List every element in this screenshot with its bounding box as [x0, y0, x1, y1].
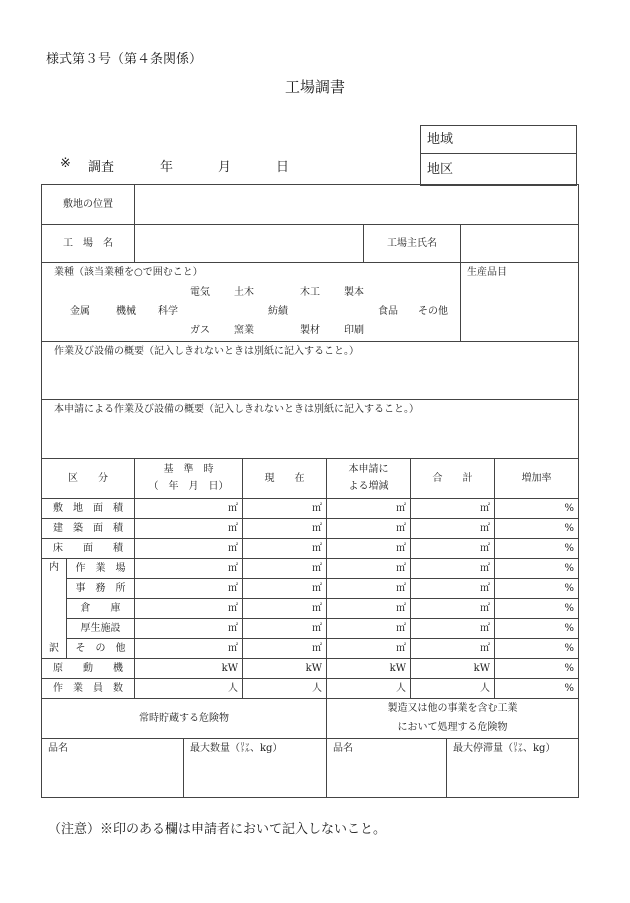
cell-unit[interactable]: ㎡: [327, 599, 411, 619]
site-location-field[interactable]: [135, 185, 579, 225]
cell-unit[interactable]: ㎡: [411, 579, 495, 599]
cell-unit[interactable]: ㎡: [135, 619, 243, 639]
row-label-site-area: 敷 地 面 積: [42, 499, 135, 519]
cell-unit[interactable]: ㎡: [243, 599, 327, 619]
row-label-workshop: 作 業 場: [67, 559, 135, 579]
cell-unit[interactable]: ㎡: [243, 619, 327, 639]
cell-unit[interactable]: 人: [135, 679, 243, 699]
cell-unit[interactable]: kW: [135, 659, 243, 679]
industry-ceramics[interactable]: 窯業: [234, 325, 254, 336]
row-label-warehouse: 倉 庫: [67, 599, 135, 619]
processed-hazard-label: [327, 699, 579, 739]
cell-unit[interactable]: ㎡: [243, 579, 327, 599]
cell-rate[interactable]: %: [495, 539, 579, 559]
cell-rate[interactable]: %: [495, 599, 579, 619]
industry-civil[interactable]: 土木: [234, 287, 254, 298]
owner-label: 工場主氏名: [364, 225, 461, 263]
industry-science[interactable]: 科学: [158, 306, 178, 317]
processed-line2: において処理する危険物: [397, 722, 508, 733]
item-name-label-2: 品名: [333, 743, 353, 754]
industry-electric[interactable]: 電気: [190, 287, 210, 298]
cell-unit[interactable]: kW: [411, 659, 495, 679]
cell-rate[interactable]: %: [495, 659, 579, 679]
cell-unit[interactable]: ㎡: [135, 599, 243, 619]
processed-item-name-cell[interactable]: [327, 739, 447, 798]
cell-rate[interactable]: %: [495, 679, 579, 699]
hazard-table: [41, 698, 579, 798]
row-label-building-area: 建 築 面 積: [42, 519, 135, 539]
cell-unit[interactable]: 人: [327, 679, 411, 699]
header-increase-line1: 本申請に: [348, 464, 389, 475]
header-increase-line2: よる増減: [348, 481, 389, 492]
application-overview-cell[interactable]: [42, 400, 579, 459]
area-stats-table: [41, 458, 579, 699]
industry-woodwork[interactable]: 木工: [300, 287, 320, 298]
industry-gas[interactable]: ガス: [190, 325, 210, 336]
cell-unit[interactable]: ㎡: [327, 499, 411, 519]
district-field[interactable]: 地区: [421, 154, 577, 186]
industry-metal[interactable]: 金属: [70, 306, 90, 317]
cell-unit[interactable]: ㎡: [327, 559, 411, 579]
cell-unit[interactable]: ㎡: [411, 599, 495, 619]
footer-note: （注意）※印のある欄は申請者において記入しないこと。: [48, 822, 387, 837]
cell-unit[interactable]: ㎡: [243, 639, 327, 659]
cell-unit[interactable]: ㎡: [135, 539, 243, 559]
max-stagnation-label: 最大停滞量（㍑、kg）: [453, 743, 556, 754]
industry-printing[interactable]: 印刷: [344, 325, 364, 336]
cell-unit[interactable]: ㎡: [411, 559, 495, 579]
industry-label: 業種（該当業種を○で囲むこと）: [54, 267, 203, 278]
products-label: 生産品目: [467, 267, 507, 278]
row-label-office: 事 務 所: [67, 579, 135, 599]
cell-unit[interactable]: ㎡: [327, 619, 411, 639]
industry-spinning[interactable]: 紡績: [268, 306, 288, 317]
header-base-line2: （ 年 月 日）: [148, 481, 229, 492]
stored-item-name-cell[interactable]: [42, 739, 184, 798]
industry-food[interactable]: 食品: [378, 306, 398, 317]
cell-rate[interactable]: %: [495, 579, 579, 599]
cell-rate[interactable]: %: [495, 559, 579, 579]
stored-hazard-label: 常時貯蔵する危険物: [42, 699, 327, 739]
processed-line1: 製造又は他の事業を含む工業: [387, 703, 518, 714]
cell-unit[interactable]: ㎡: [411, 539, 495, 559]
application-overview-label: 本申請による作業及び設備の概要（記入しきれないときは別紙に記入すること。）: [54, 404, 419, 415]
row-label-welfare: 厚生施設: [67, 619, 135, 639]
processed-max-stagnation-cell[interactable]: [447, 739, 579, 798]
survey-mark: ※: [60, 156, 71, 171]
cell-unit[interactable]: ㎡: [327, 519, 411, 539]
cell-unit[interactable]: ㎡: [135, 559, 243, 579]
header-total: 合 計: [411, 459, 495, 499]
cell-unit[interactable]: ㎡: [243, 559, 327, 579]
cell-unit[interactable]: ㎡: [135, 579, 243, 599]
cell-unit[interactable]: ㎡: [411, 499, 495, 519]
cell-rate[interactable]: %: [495, 619, 579, 639]
cell-unit[interactable]: ㎡: [327, 539, 411, 559]
cell-unit[interactable]: ㎡: [411, 639, 495, 659]
region-box: [420, 125, 577, 186]
cell-unit[interactable]: kW: [243, 659, 327, 679]
cell-rate[interactable]: %: [495, 519, 579, 539]
survey-month[interactable]: 月: [218, 160, 232, 175]
cell-unit[interactable]: 人: [411, 679, 495, 699]
factory-name-field[interactable]: [135, 225, 364, 263]
industry-machinery[interactable]: 機械: [116, 306, 136, 317]
header-increase: [327, 459, 411, 499]
factory-name-label: 工 場 名: [42, 225, 135, 263]
industry-cell: [42, 263, 461, 342]
cell-unit[interactable]: ㎡: [243, 519, 327, 539]
cell-unit[interactable]: kW: [327, 659, 411, 679]
industry-lumber[interactable]: 製材: [300, 325, 320, 336]
cell-unit[interactable]: 人: [243, 679, 327, 699]
header-category: 区 分: [42, 459, 135, 499]
cell-unit[interactable]: ㎡: [135, 639, 243, 659]
stored-max-quantity-cell[interactable]: [184, 739, 327, 798]
site-location-label: 敷地の位置: [42, 185, 135, 225]
row-label-prime-mover: 原 動 機: [42, 659, 135, 679]
industry-other[interactable]: その他: [418, 306, 448, 317]
row-label-floor-area: 床 面 積: [42, 539, 135, 559]
form-number: 様式第３号（第４条関係）: [46, 52, 203, 67]
row-label-workers: 作 業 員 数: [42, 679, 135, 699]
row-label-other: そ の 他: [67, 639, 135, 659]
industry-bookbinding[interactable]: 製本: [344, 287, 364, 298]
item-name-label: 品名: [48, 743, 68, 754]
cell-unit[interactable]: ㎡: [135, 499, 243, 519]
factory-info-table: [41, 184, 579, 459]
header-base-line1: 基 準 時: [163, 464, 214, 475]
cell-unit[interactable]: ㎡: [327, 639, 411, 659]
breakdown-label-cell: [42, 559, 67, 659]
products-cell[interactable]: [461, 263, 579, 342]
cell-unit[interactable]: ㎡: [243, 499, 327, 519]
cell-unit[interactable]: ㎡: [135, 519, 243, 539]
survey-label: 調査: [88, 160, 115, 175]
breakdown-top: 内: [49, 562, 59, 573]
cell-unit[interactable]: ㎡: [327, 579, 411, 599]
overview-label: 作業及び設備の概要（記入しきれないときは別紙に記入すること。）: [54, 346, 359, 357]
header-rate: 増加率: [495, 459, 579, 499]
breakdown-bottom: 訳: [49, 643, 59, 654]
cell-rate[interactable]: %: [495, 639, 579, 659]
survey-day[interactable]: 日: [276, 160, 290, 175]
overview-cell[interactable]: [42, 342, 579, 400]
header-base-time: [135, 459, 243, 499]
cell-unit[interactable]: ㎡: [411, 519, 495, 539]
survey-year[interactable]: 年: [160, 160, 174, 175]
document-title: 工場調書: [284, 78, 345, 96]
header-current: 現 在: [243, 459, 327, 499]
owner-field[interactable]: [461, 225, 579, 263]
cell-rate[interactable]: %: [495, 499, 579, 519]
max-quantity-label: 最大数量（㍑、kg）: [190, 743, 283, 754]
cell-unit[interactable]: ㎡: [411, 619, 495, 639]
area-field[interactable]: 地域: [421, 126, 577, 154]
cell-unit[interactable]: ㎡: [243, 539, 327, 559]
